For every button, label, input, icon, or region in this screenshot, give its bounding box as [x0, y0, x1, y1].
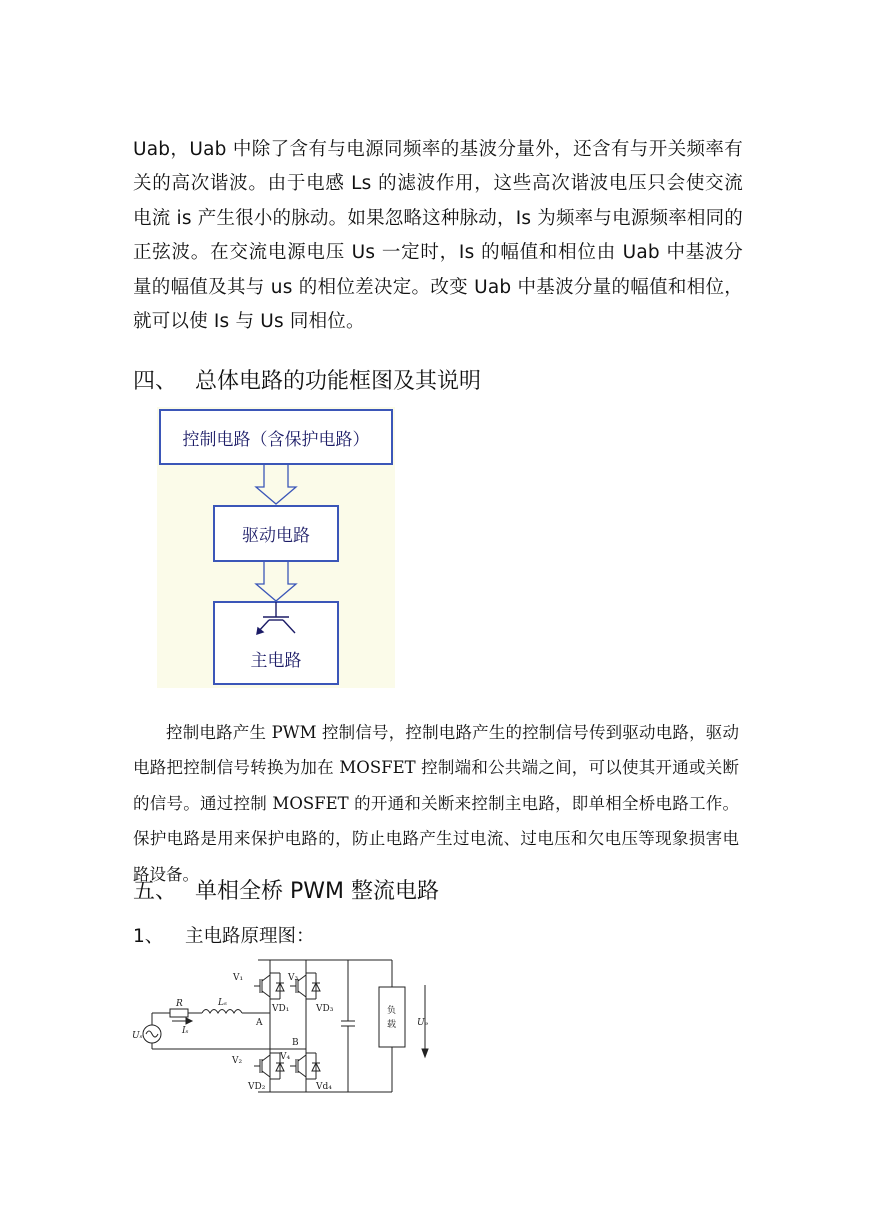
- switch-v4-icon: [290, 1055, 306, 1077]
- section-heading-5: [133, 874, 439, 905]
- capacitor-icon: [341, 960, 355, 1092]
- load-label-2: 载: [387, 1020, 397, 1030]
- main-circuit-label: 主电路: [250, 651, 302, 671]
- section-number-5: 五、: [133, 879, 178, 904]
- inductor-label: Lₛ: [218, 998, 228, 1008]
- v2-label: V₂: [232, 1056, 243, 1066]
- subsection-heading-1: [133, 922, 315, 948]
- switch-v1-icon: [254, 975, 270, 997]
- vd4-label: Vd₄: [316, 1082, 332, 1092]
- arrow-down-icon: [256, 464, 296, 504]
- load-box: [379, 987, 405, 1047]
- circuit-svg: [130, 955, 440, 1100]
- diode-vd4-icon: [306, 1053, 320, 1079]
- node-a-label: A: [256, 1018, 263, 1028]
- inductor-icon: [202, 1010, 242, 1014]
- node-b-label: B: [292, 1038, 299, 1048]
- diode-vd1-icon: [270, 973, 284, 999]
- resistor-icon: [170, 1009, 188, 1017]
- resistor-label: R: [176, 999, 183, 1009]
- vd2-label: VD₂: [248, 1082, 266, 1092]
- source-label: Uₛ: [132, 1031, 143, 1041]
- control-circuit-label: 控制电路（含保护电路）: [182, 430, 370, 450]
- subsection-title-1: 主电路原理图：: [185, 926, 315, 947]
- block-diagram-svg: [157, 407, 395, 688]
- output-voltage-label: Uₔ: [417, 1018, 429, 1028]
- section-heading-4: [133, 364, 481, 395]
- section-number-4: 四、: [133, 369, 178, 394]
- v1-label: V₁: [233, 973, 244, 983]
- load-label-1: 负: [387, 1006, 397, 1016]
- vd3-label: VD₃: [316, 1004, 334, 1014]
- switch-v2-icon: [254, 1055, 270, 1077]
- subsection-number-1: 1、: [133, 926, 164, 947]
- paragraph-1: Uab，Uab 中除了含有与电源同频率的基波分量外，还含有与开关频率有关的高次谐波。由于电感 Ls 的滤波作用，这些高次谐波电压只会使交流电流 is 产生很小的脉动。如果忽略这种脉动，Is 为频率与电源频率相同的正弦波。在交流电源电压 Us 一定时，Is 的幅值和相位由 Uab 中基波分量的幅值及其与 us 的相位差决定。改变 Uab 中基波分量的幅值和相位，就可以使 Is 与 Us 同相位。: [133, 138, 743, 332]
- v3-label: V₃: [288, 973, 299, 983]
- section-title-4: 总体电路的功能框图及其说明: [195, 369, 482, 394]
- arrow-down-icon: [256, 561, 296, 601]
- v4-label: V₄: [280, 1052, 291, 1062]
- current-arrow-icon: [186, 1018, 192, 1024]
- function-block-diagram: [157, 407, 395, 688]
- current-label: Iₛ: [182, 1026, 189, 1036]
- paragraph-2: 控制电路产生 PWM 控制信号，控制电路产生的控制信号传到驱动电路，驱动电路把控制信号转换为加在 MOSFET 控制端和公共端之间，可以使其开通或关断的信号。通过控制 MOSFET 的开通和关断来控制主电路，即单相全桥电路工作。保护电路是用来保护电路的，防止电路产生过电流、过电压和欠电压等现象损害电路设备。: [133, 722, 739, 884]
- main-circuit-schematic: [130, 955, 440, 1100]
- diode-vd3-icon: [306, 973, 320, 999]
- section-title-5: 单相全桥 PWM 整流电路: [195, 879, 439, 904]
- driver-circuit-label: 驱动电路: [242, 526, 310, 546]
- sine-wave-icon: [146, 1031, 158, 1037]
- vd1-label: VD₁: [272, 1004, 290, 1014]
